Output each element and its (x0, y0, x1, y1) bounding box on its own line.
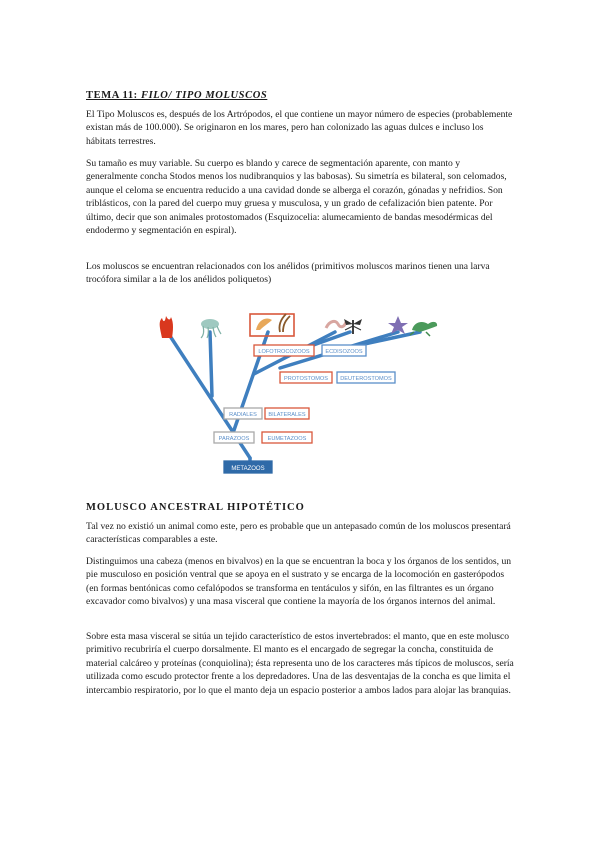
paragraph-cabeza-pie: Distinguimos una cabeza (menos en bivalvos) en la que se encuentran la boca y los órganos de los sentidos, un pie musculoso en posición ventral que se apoya en el sustrato y se encarga de la locomoción en gasterópodos (en formas bentónicas como cefalópodos se transforma en tentáculos y sifón, en las filtrantes es un órgano excavador como bivalvos) y una masa visceral que contiene la mayoría de los órganos internos del animal. (86, 556, 512, 608)
paragraph-manto-concha: Sobre esta masa visceral se sitúa un tejido característico de estos invertebrados: el manto, que en este molusco primitivo recubriría el cuerpo dorsalmente. El manto es el encargado de segregar la concha, constituida de material calcáreo y proteínas (conquiolina); ésta representa uno de los caracteres más típicos de moluscos, sería utilizada como escudo protector frente a los depredadores. Una de las desventajas de la concha es que limita el intercambio respiratorio, por lo que el manto deja un espacio posterior a ambos lados para alojar las branquias. (86, 631, 514, 696)
box-radiales (224, 408, 262, 419)
section-title-prefix: TEMA 11: (86, 90, 141, 101)
label-protostomos: PROTOSTOMOS (284, 376, 328, 382)
paragraph-description: Su tamaño es muy variable. Su cuerpo es blando y carece de segmentación aparente, con manto y generalmente concha Stodos menos los nudibranquios y las babosas). Su simetría es bilateral, son celomados, aunque el celoma se encuentra reducido a una cavidad donde se alberga el corazón, gónadas y nefridios. Son triblásticos, con la pared del cuerpo muy gruesa y musculosa, y un grado de cefalización bien patente. Por último, decir que son animales protostomados (Esquizocelia: alumecamiento de bandas mesodérmicas del endodermo y segmentación en espiral). (86, 158, 507, 237)
box-metazoos (224, 461, 272, 473)
box-protostomos (280, 372, 332, 383)
label-ecdisozoos: ECDISOZOOS (325, 349, 363, 355)
label-eumetazoos: EUMETAZOOS (267, 436, 307, 442)
paragraph-relation: Los moluscos se encuentran relacionados con los anélidos (primitivos moluscos marinos tienen una larva trocófora similar a la de los anélidos poliquetos) (86, 261, 490, 286)
label-parazoos: PARAZOOS (218, 436, 250, 442)
box-lofotrocozoos (254, 345, 314, 356)
box-eumetazoos (262, 432, 312, 443)
box-parazoos (214, 432, 254, 443)
phylogeny-diagram (150, 308, 450, 478)
label-bilaterales: BILATERALES (268, 412, 306, 418)
sponge-icon (160, 316, 173, 338)
roundworm-icon (326, 321, 346, 328)
paragraph-intro: El Tipo Moluscos es, después de los Artrópodos, el que contiene un mayor número de especies (probablemente existan más de 100.000). Se originaron en los mares, pero han colonizado las aguas dulces e incluso los hábitats terrestres. (86, 109, 513, 147)
section-title-molusco-ancestral: MOLUSCO ANCESTRAL HIPOTÉTICO (86, 502, 305, 513)
paragraph-antepasado: Tal vez no existió un animal como este, pero es probable que un antepasado común de los moluscos presentará características comparables a este. (86, 521, 511, 546)
label-lofotrocozoos: LOFOTROCOZOOS (258, 349, 310, 355)
label-metazoos: METAZOOS (231, 466, 265, 472)
box-bilaterales (265, 408, 309, 419)
section-title-main: FILO/ TIPO MOLUSCOS (141, 90, 268, 101)
mollusc-annelid-icon (250, 314, 294, 336)
box-ecdisozoos (322, 345, 366, 356)
label-radiales: RADIALES (229, 412, 257, 418)
section-title-moluscos (86, 90, 267, 101)
label-deuterostomos: DEUTEROSTOMOS (340, 376, 392, 382)
box-deuterostomos (337, 372, 395, 383)
